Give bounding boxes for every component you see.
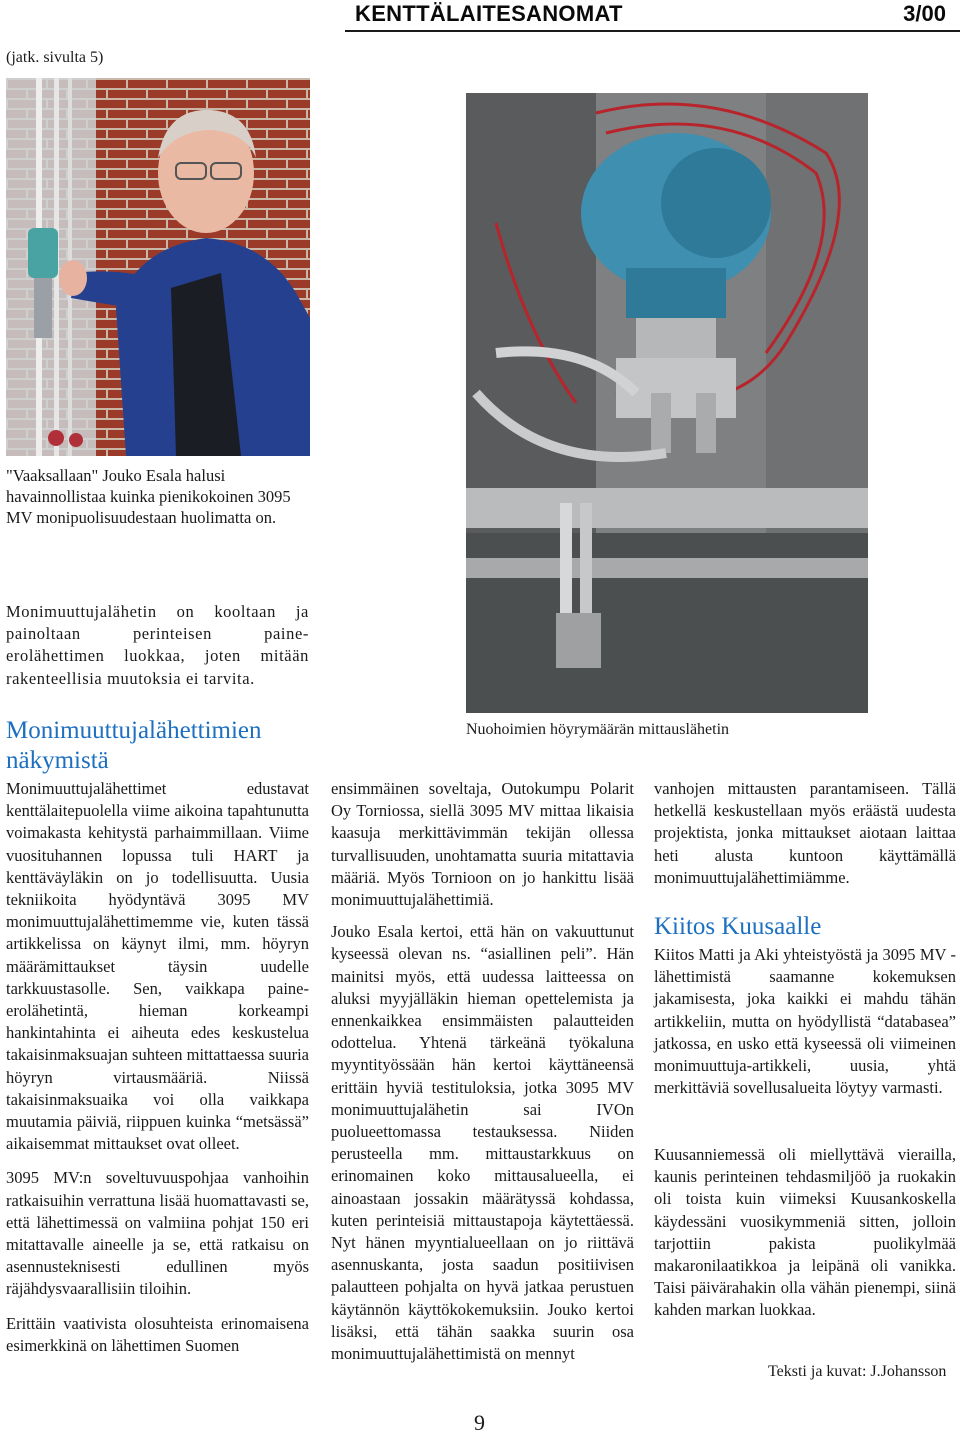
page-number: 9	[474, 1410, 485, 1435]
photo-man-with-transmitter	[6, 78, 310, 456]
paragraph: Jouko Esala kertoi, että hän on vakuuttunut kyseessä olevan ns. “asiallinen peli”. Hän mainitsi myös, että uudessa laitteessa on aluksi myyjälläkin hieman opettelemista ja ennenkaikkea ensimmäisten palautteiden odottelua. Yhtenä tärkeänä työkaluna myyntityössään hän kertoi käyttäneensä erittäin hyviä testituloksia, jotka 3095 MV monimuuttujalähetin sai IVOn puolueettomassa testauksessa. Niiden perusteella mm. mittaustarkkuus on erinomainen koko mittausalueella, ei ainoastaan jossakin määrätyssä kohdassa, kuten perinteisiä mittaustapoja käytettäessä. Nyt hänen myyntialueellaan on jo riittävä asennuskanta, josta saadun positiivisen palautteen pohjalta on hyvä jatkaa perustuen käytännön käyttökokemuksiin. Jouko kertoi lisäksi, että tähän saakka suurin osa monimuuttujalähettimistä on mennyt	[331, 922, 634, 1364]
publication-title: KENTTÄLAITESANOMAT	[355, 1, 623, 26]
intro-paragraph: Monimuuttujalähetin on kooltaan ja painoltaan perinteisen paine-erolähettimen luokkaa, joten mitään rakenteellisia muutoksia ei tarvita.	[6, 602, 309, 688]
paragraph: 3095 MV:n soveltuvuuspohjaa vanhoihin ratkaisuihin verrattuna lisää huomattavasti se, että lähettimessä on valmiina pohjat 150 eri mitattavalle aineelle ja se, että ratkaisu on asennusteknisesti edullinen myös räjähdysvaarallisiin tiloihin.	[6, 1168, 309, 1299]
column3-paragraph: Kuusanniemessä oli miellyttävä vierailla, kaunis perinteinen tehdasmiljöö ja ruokakin oli toista kuin viimeksi Kuusankoskella käydessäni vuosikymmeniä sitten, jolloin tarjottiin pakista puolikylmää makaronilaatikkoa ja leipänä oli vanikka. Taisi päivärahakin olla vähän pienempi, siinä kahden markan luokkaa.	[654, 1145, 956, 1320]
column3-paragraph: vanhojen mittausten parantamiseen. Tällä hetkellä keskustellaan myös eräästä uudesta projektista, jonka mittaukset aiotaan laittaa heti alusta kuntoon käyttämällä monimuuttujalähettimiämme.	[654, 779, 956, 887]
issue-number: 3/00	[903, 1, 946, 26]
column2-text	[331, 778, 634, 1365]
paragraph: Monimuuttujalähettimet edustavat kenttälaitepuolella viime aikoina tapahtunutta voimakasta kehitystä parhaimmillaan. Viime vuosituhannen lopussa tuli HART ja kenttäväyläkin on jo todellisuutta. Uusia tekniikoita hyödyntävä 3095 MV monimuuttujalähettimemme vie, kuten tässä artikkelissa on käynyt ilmi, mm. höyryn määrämittaukset täysin uudelle tarkkuustasolle. Sen, vaikkapa paine-erolähetintä, hieman korkeampi hankintahinta ei aiheuta edes keskustelua takaisinmaksuajan suhteen mittattaessa suuria höyryn virtausmääriä. Niissä takaisinmaksuaika voi olla vaikkapa muutamia päiviä, riippuen kuinka “metsässä” aikaisemmat mittaukset ovat olleet.	[6, 779, 309, 1154]
photo2-caption: Nuohoimien höyrymäärän mittauslähetin	[466, 721, 730, 738]
paragraph: Erittäin vaativista olosuhteista erinomaisena esimerkkinä on lähettimen Suomen	[6, 1313, 309, 1355]
paragraph: ensimmäinen soveltaja, Outokumpu Polarit Oy Torniossa, siellä 3095 MV mittaa likaisia kaasuja merkittävimmän tekijän ollessa turvallisuuden, unohtamatta suuria mitattavia määriä. Myös Tornioon on jo hankittu lisää monimuuttujalähettimiä.	[331, 779, 634, 910]
column3-paragraph: Kiitos Matti ja Aki yhteistyöstä ja 3095 MV -lähettimistä saamanne kokemuksen jakamisesta, joka kaikki ei mahdu tähän artikkeliin, mutta on hyödyllistä “databasea” jatkossa, en usko että kyseessä oli viimeinen monimuuttuja-artikkeli, uusia, yhtä merkittäviä sovellusalueita löytyy varmasti.	[654, 945, 956, 1098]
photo-steam-flow-transmitter	[466, 93, 868, 713]
continued-from-note: (jatk. sivulta 5)	[6, 49, 104, 66]
photo1-caption: "Vaaksallaan" Jouko Esala halusi havainnollistaa kuinka pienikokoinen 3095 MV monipuolisuudestaan huolimatta on.	[6, 466, 291, 527]
masthead	[345, 0, 960, 32]
section-heading-kiitos-kuusaalle: Kiitos Kuusaalle	[654, 913, 822, 940]
author-credit: Teksti ja kuvat: J.Johansson	[768, 1363, 947, 1380]
section-heading-monimuuttujalahettimien-nakymista: Monimuuttujalähettimien näkymistä	[6, 717, 262, 774]
column1-text	[6, 778, 309, 1357]
